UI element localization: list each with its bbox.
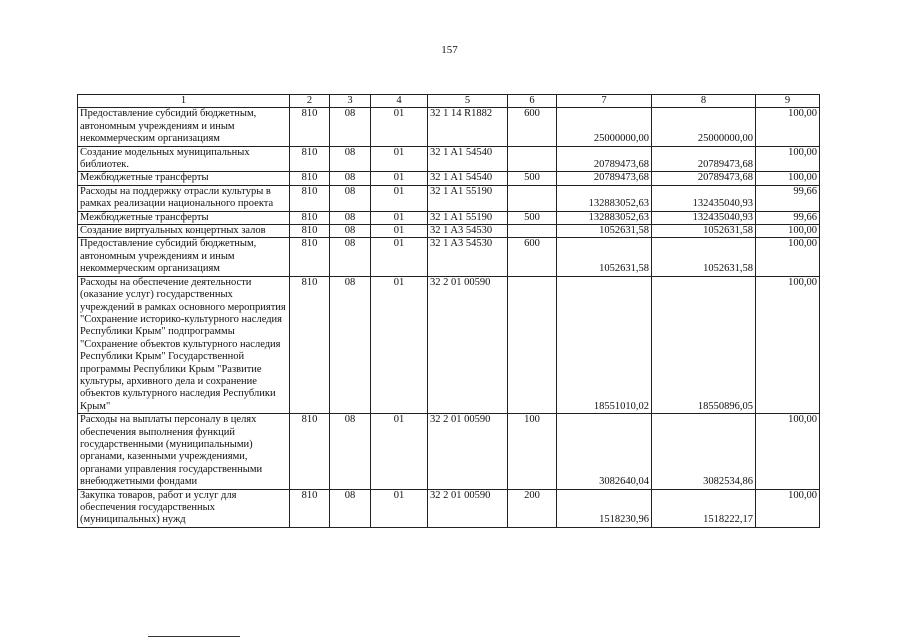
- footnote-divider: [148, 636, 240, 637]
- cell-percent-9: 100,00: [756, 414, 820, 489]
- cell-code-3: 08: [330, 414, 371, 489]
- cell-amount-7: 25000000,00: [557, 108, 652, 146]
- cell-amount-8: 20789473,68: [652, 146, 756, 172]
- cell-code-2: 810: [290, 414, 330, 489]
- cell-code-5: 32 2 01 00590: [428, 489, 508, 527]
- table-row: [78, 185, 820, 211]
- cell-code-6: [508, 146, 557, 172]
- cell-code-2: 810: [290, 172, 330, 185]
- cell-percent-9: 100,00: [756, 108, 820, 146]
- table-row: [78, 108, 820, 146]
- cell-amount-8: 1518222,17: [652, 489, 756, 527]
- cell-code-5: 32 1 14 R1882: [428, 108, 508, 146]
- cell-code-4: 01: [371, 276, 428, 413]
- column-header: 8: [652, 95, 756, 108]
- cell-code-5: 32 1 A1 54540: [428, 172, 508, 185]
- cell-amount-8: 18550896,05: [652, 276, 756, 413]
- cell-code-5: 32 1 A1 54540: [428, 146, 508, 172]
- cell-code-3: 08: [330, 276, 371, 413]
- cell-name: Создание модельных муниципальных библиотек.: [78, 146, 290, 172]
- cell-name: Межбюджетные трансферты: [78, 211, 290, 224]
- header-row: [78, 95, 820, 108]
- cell-percent-9: 100,00: [756, 238, 820, 276]
- page-number: 157: [441, 44, 458, 56]
- cell-amount-8: 132435040,93: [652, 211, 756, 224]
- cell-percent-9: 100,00: [756, 172, 820, 185]
- cell-name: Закупка товаров, работ и услуг для обеспечения государственных (муниципальных) нужд: [78, 489, 290, 527]
- cell-percent-9: 99,66: [756, 185, 820, 211]
- cell-code-2: 810: [290, 211, 330, 224]
- cell-code-2: 810: [290, 276, 330, 413]
- cell-code-5: 32 1 A3 54530: [428, 238, 508, 276]
- cell-code-3: 08: [330, 108, 371, 146]
- cell-percent-9: 100,00: [756, 489, 820, 527]
- cell-code-2: 810: [290, 489, 330, 527]
- cell-percent-9: 100,00: [756, 276, 820, 413]
- cell-code-5: 32 1 A3 54530: [428, 225, 508, 238]
- cell-amount-7: 1052631,58: [557, 238, 652, 276]
- cell-code-5: 32 2 01 00590: [428, 414, 508, 489]
- cell-code-4: 01: [371, 211, 428, 224]
- column-header: 1: [78, 95, 290, 108]
- cell-code-5: 32 1 A1 55190: [428, 185, 508, 211]
- cell-code-4: 01: [371, 146, 428, 172]
- table-row: [78, 172, 820, 185]
- cell-code-6: 500: [508, 172, 557, 185]
- cell-code-6: 600: [508, 238, 557, 276]
- cell-code-3: 08: [330, 225, 371, 238]
- cell-amount-7: 20789473,68: [557, 146, 652, 172]
- cell-code-3: 08: [330, 172, 371, 185]
- cell-amount-7: 132883052,63: [557, 211, 652, 224]
- cell-percent-9: 100,00: [756, 146, 820, 172]
- column-header: 9: [756, 95, 820, 108]
- cell-amount-8: 25000000,00: [652, 108, 756, 146]
- cell-code-3: 08: [330, 146, 371, 172]
- cell-code-4: 01: [371, 489, 428, 527]
- cell-code-6: [508, 276, 557, 413]
- cell-code-6: [508, 185, 557, 211]
- table-row: [78, 414, 820, 489]
- cell-code-2: 810: [290, 146, 330, 172]
- cell-code-2: 810: [290, 238, 330, 276]
- cell-code-5: 32 1 A1 55190: [428, 211, 508, 224]
- cell-name: Межбюджетные трансферты: [78, 172, 290, 185]
- column-header: 2: [290, 95, 330, 108]
- cell-amount-8: 1052631,58: [652, 225, 756, 238]
- cell-code-2: 810: [290, 225, 330, 238]
- cell-amount-7: 132883052,63: [557, 185, 652, 211]
- cell-percent-9: 99,66: [756, 211, 820, 224]
- table-row: [78, 238, 820, 276]
- cell-amount-7: 3082640,04: [557, 414, 652, 489]
- cell-code-6: [508, 225, 557, 238]
- cell-code-6: 200: [508, 489, 557, 527]
- cell-code-2: 810: [290, 185, 330, 211]
- column-header: 3: [330, 95, 371, 108]
- cell-name: Предоставление субсидий бюджетным, автономным учреждениям и иным некоммерческим организациям: [78, 108, 290, 146]
- cell-amount-8: 1052631,58: [652, 238, 756, 276]
- column-header: 7: [557, 95, 652, 108]
- table-row: [78, 211, 820, 224]
- cell-code-4: 01: [371, 172, 428, 185]
- cell-amount-7: 20789473,68: [557, 172, 652, 185]
- column-header: 6: [508, 95, 557, 108]
- budget-table: [77, 94, 820, 528]
- cell-name: Создание виртуальных концертных залов: [78, 225, 290, 238]
- column-header: 5: [428, 95, 508, 108]
- cell-code-3: 08: [330, 185, 371, 211]
- cell-name: Расходы на выплаты персоналу в целях обеспечения выполнения функций государственными (муниципальными) органами, казенными учреждениями, органами управления государственными внебюджетными фондами: [78, 414, 290, 489]
- cell-code-4: 01: [371, 185, 428, 211]
- cell-code-6: 600: [508, 108, 557, 146]
- table-row: [78, 489, 820, 527]
- cell-percent-9: 100,00: [756, 225, 820, 238]
- table-row: [78, 146, 820, 172]
- cell-code-4: 01: [371, 225, 428, 238]
- cell-amount-8: 132435040,93: [652, 185, 756, 211]
- table-row: [78, 225, 820, 238]
- cell-code-4: 01: [371, 108, 428, 146]
- cell-code-4: 01: [371, 414, 428, 489]
- cell-code-6: 100: [508, 414, 557, 489]
- cell-code-3: 08: [330, 211, 371, 224]
- cell-code-5: 32 2 01 00590: [428, 276, 508, 413]
- cell-code-3: 08: [330, 489, 371, 527]
- cell-code-4: 01: [371, 238, 428, 276]
- cell-amount-8: 20789473,68: [652, 172, 756, 185]
- cell-code-3: 08: [330, 238, 371, 276]
- cell-amount-7: 1518230,96: [557, 489, 652, 527]
- cell-name: Расходы на поддержку отрасли культуры в рамках реализации национального проекта: [78, 185, 290, 211]
- table-row: [78, 276, 820, 413]
- column-header: 4: [371, 95, 428, 108]
- cell-name: Предоставление субсидий бюджетным, автономным учреждениям и иным некоммерческим организациям: [78, 238, 290, 276]
- cell-code-2: 810: [290, 108, 330, 146]
- cell-code-6: 500: [508, 211, 557, 224]
- cell-amount-7: 1052631,58: [557, 225, 652, 238]
- cell-amount-7: 18551010,02: [557, 276, 652, 413]
- cell-name: Расходы на обеспечение деятельности (оказание услуг) государственных учреждений в рамках основного мероприятия "Сохранение историко-культурного наследия Республики Крым" подпрограммы "Сохранение объектов культурного наследия Республики Крым" Государственной программы Республики Крым "Развитие культуры, архивного дела и сохранение объектов культурного наследия Республики Крым": [78, 276, 290, 413]
- cell-amount-8: 3082534,86: [652, 414, 756, 489]
